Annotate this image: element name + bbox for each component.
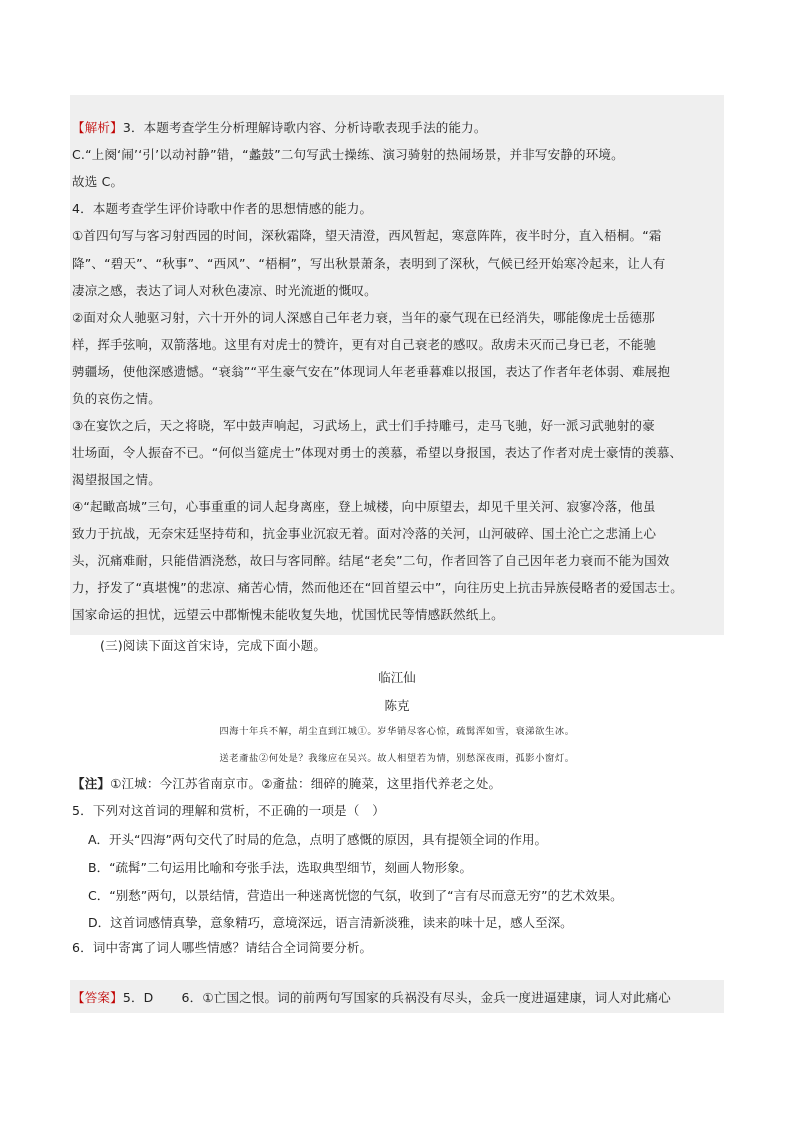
- analysis-q4-line: 头，沉痛难耐，只能借酒浇愁，故曰与客同醉。结尾“老矣”二句，作者回答了自己因年老力衰而不能为国效: [72, 553, 670, 568]
- question-6-stem: 6．词中寄寓了词人哪些情感？请结合全词简要分析。: [72, 940, 373, 955]
- note-text: ①江城：今江苏省南京市。②齑盐：细碎的腌菜，这里指代养老之处。: [110, 776, 502, 791]
- analysis-q4-line: 凄凉之感，表达了词人对秋色凄凉、时光流逝的慨叹。: [72, 283, 377, 298]
- poem-note: [72, 776, 501, 792]
- analysis-q4-line: 样，挥手弦响，双箭落地。这里有对虎士的赞许，更有对自己衰老的感叹。敌虏未灭而己身已老，不能驰: [72, 337, 657, 352]
- poem-author: 陈克: [384, 698, 410, 713]
- analysis-q4-line: 负的哀伤之情。: [72, 391, 161, 406]
- answer-q6: 6．①亡国之恨。词的前两句写国家的兵祸没有尽头，金兵一度进逼建康，词人对此痛心: [181, 990, 671, 1005]
- analysis-q4-line: ①首四句写与客习射西园的时间，深秋霜降，望天清澄，西风暂起，寒意阵阵，夜半时分，直入梧桐。“霜: [72, 228, 662, 243]
- analysis-q4-line: 致力于抗战，无奈宋廷坚持苟和，抗金事业沉寂无着。面对冷落的关河，山河破碎、国土沦亡之悲涌上心: [72, 526, 657, 541]
- analysis-q3-answer: 故选 C。: [72, 174, 124, 189]
- analysis-q4-line: 力，抒发了“真堪愧”的悲凉、痛苦心情，然而他还在“回首望云中”，向往历史上抗击异族侵略者的爱国志士。: [72, 580, 683, 595]
- question-5-stem: 5．下列对这首词的理解和赏析，不正确的一项是（ ）: [72, 803, 385, 818]
- answer-q5: 5．D: [122, 990, 154, 1005]
- analysis-q4-line: 降”、“碧天”、“秋事”、“西风”、“梧桐”，写出秋景萧条，表明到了深秋，气候已经开始寒冷起来，让人有: [72, 256, 666, 271]
- question-5-option-d: D．这首词感情真挚，意象精巧，意境深远，语言清新淡雅，读来韵味十足，感人至深。: [88, 915, 573, 930]
- analysis-q3-intro-text: 3．本题考查学生分析理解诗歌内容、分析诗歌表现手法的能力。: [122, 120, 487, 135]
- analysis-q4-line: 骋疆场，使他深感遗憾。“衰翁”“平生豪气安在”体现词人年老垂暮难以报国，表达了作者年老体弱、难展抱: [72, 364, 671, 379]
- poem-title: 临江仙: [378, 670, 416, 685]
- section-intro: (三)阅读下面这首宋诗，完成下面小题。: [100, 638, 327, 653]
- analysis-q3-detail: C.“上阕‘闹’‘引’以动衬静”错，“蠡鼓”二句写武士操练、演习骑射的热闹场景，并非写安静的环境。: [72, 147, 624, 162]
- poem-line: 四海十年兵不解，胡尘直到江城①。岁华销尽客心惊，疏髯浑如雪，衰涕欲生冰。: [219, 726, 575, 737]
- analysis-q4-line: 壮场面，令人振奋不已。“何似当筵虎士”体现对勇士的羡慕，希望以身报国，表达了作者对虎士豪情的羡慕、: [72, 445, 683, 460]
- analysis-q4-line: ③在宴饮之后，天之将晓，军中鼓声响起，习武场上，武士们手持雕弓，走马飞驰，好一派习武驰射的豪: [72, 418, 655, 433]
- question-5-option-c: C．“别愁”两句，以景结情，营造出一种迷离恍惚的气氛，收到了“言有尽而意无穷”的艺术效果。: [88, 888, 623, 903]
- analysis-q4-line: 国家命运的担忧，远望云中郡惭愧未能收复失地，忧国忧民等情感跃然纸上。: [72, 607, 504, 622]
- poem-line: 送老齑盐②何处是？我缘应在吴兴。故人相望若为情，别愁深夜雨，孤影小窗灯。: [219, 753, 575, 764]
- question-5-option-a: A．开头“四海”两句交代了时局的危急，点明了感慨的原因，具有提领全词的作用。: [88, 832, 548, 847]
- analysis-q4-intro: 4．本题考查学生评价诗歌中作者的思想情感的能力。: [72, 201, 373, 216]
- analysis-q4-line: ②面对众人驰驱习射，六十开外的词人深感自己年老力衰，当年的豪气现在已经消失，哪能像虎士岳德那: [72, 310, 655, 325]
- answer-line: [72, 990, 671, 1006]
- analysis-q3-intro: [72, 120, 487, 136]
- analysis-q4-line: 渴望报国之情。: [72, 472, 161, 487]
- analysis-q4-line: ④“起瞰高城”三句，心事重重的词人起身离座，登上城楼，向中原望去，却见千里关河、寂寥冷落，他虽: [72, 499, 656, 514]
- question-5-option-b: B．“疏髯”二句运用比喻和夸张手法，选取典型细节，刻画人物形象。: [88, 860, 473, 875]
- note-tag: 【注】: [72, 776, 111, 791]
- answer-tag: 【答案】: [72, 990, 123, 1005]
- analysis-tag: 【解析】: [72, 120, 123, 135]
